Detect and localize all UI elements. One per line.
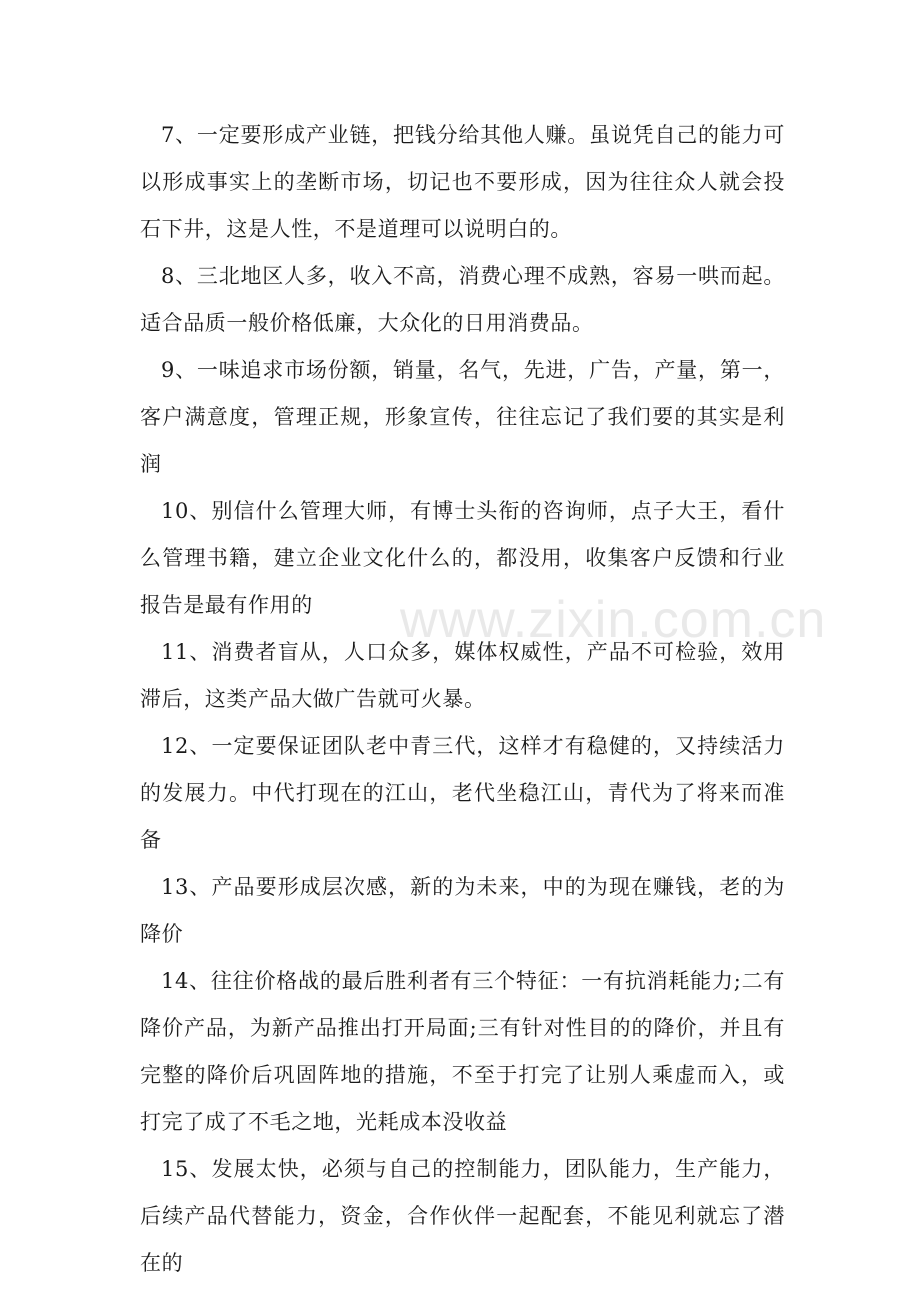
document-body [140,112,785,1287]
paragraph-13: 13、产品要形成层次感，新的为未来，中的为现在赚钱，老的为降价 [140,875,785,946]
watermark: www.zixin.com.cn [400,591,827,649]
paragraph-11: 11、消费者盲从，人口众多，媒体权威性，产品不可检验，效用滞后，这类产品大做广告就可火暴。 [140,640,785,711]
paragraph-9: 9、一味追求市场份额，销量，名气，先进，广告，产量，第一，客户满意度，管理正规，形象宣传，往往忘记了我们要的其实是利润 [140,358,785,476]
paragraph-8: 8、三北地区人多，收入不高，消费心理不成熟，容易一哄而起。适合品质一般价格低廉，大众化的日用消费品。 [140,264,785,335]
paragraph-14: 14、往往价格战的最后胜利者有三个特征：一有抗消耗能力;二有降价产品，为新产品推出打开局面;三有针对性目的的降价，并且有完整的降价后巩固阵地的措施，不至于打完了让别人乘虚而入，或打完了成了不毛之地，光耗成本没收益 [140,969,785,1134]
paragraph-10: 10、别信什么管理大师，有博士头衔的咨询师，点子大王，看什么管理书籍，建立企业文化什么的，都没用，收集客户反馈和行业报告是最有作用的 [140,499,785,617]
paragraph-15: 15、发展太快，必须与自己的控制能力，团队能力，生产能力，后续产品代替能力，资金，合作伙伴一起配套，不能见利就忘了潜在的 [140,1157,785,1275]
paragraph-12: 12、一定要保证团队老中青三代，这样才有稳健的，又持续活力的发展力。中代打现在的江山，老代坐稳江山，青代为了将来而准备 [140,734,785,852]
paragraph-7: 7、一定要形成产业链，把钱分给其他人赚。虽说凭自己的能力可以形成事实上的垄断市场，切记也不要形成，因为往往众人就会投石下井，这是人性，不是道理可以说明白的。 [140,123,785,241]
